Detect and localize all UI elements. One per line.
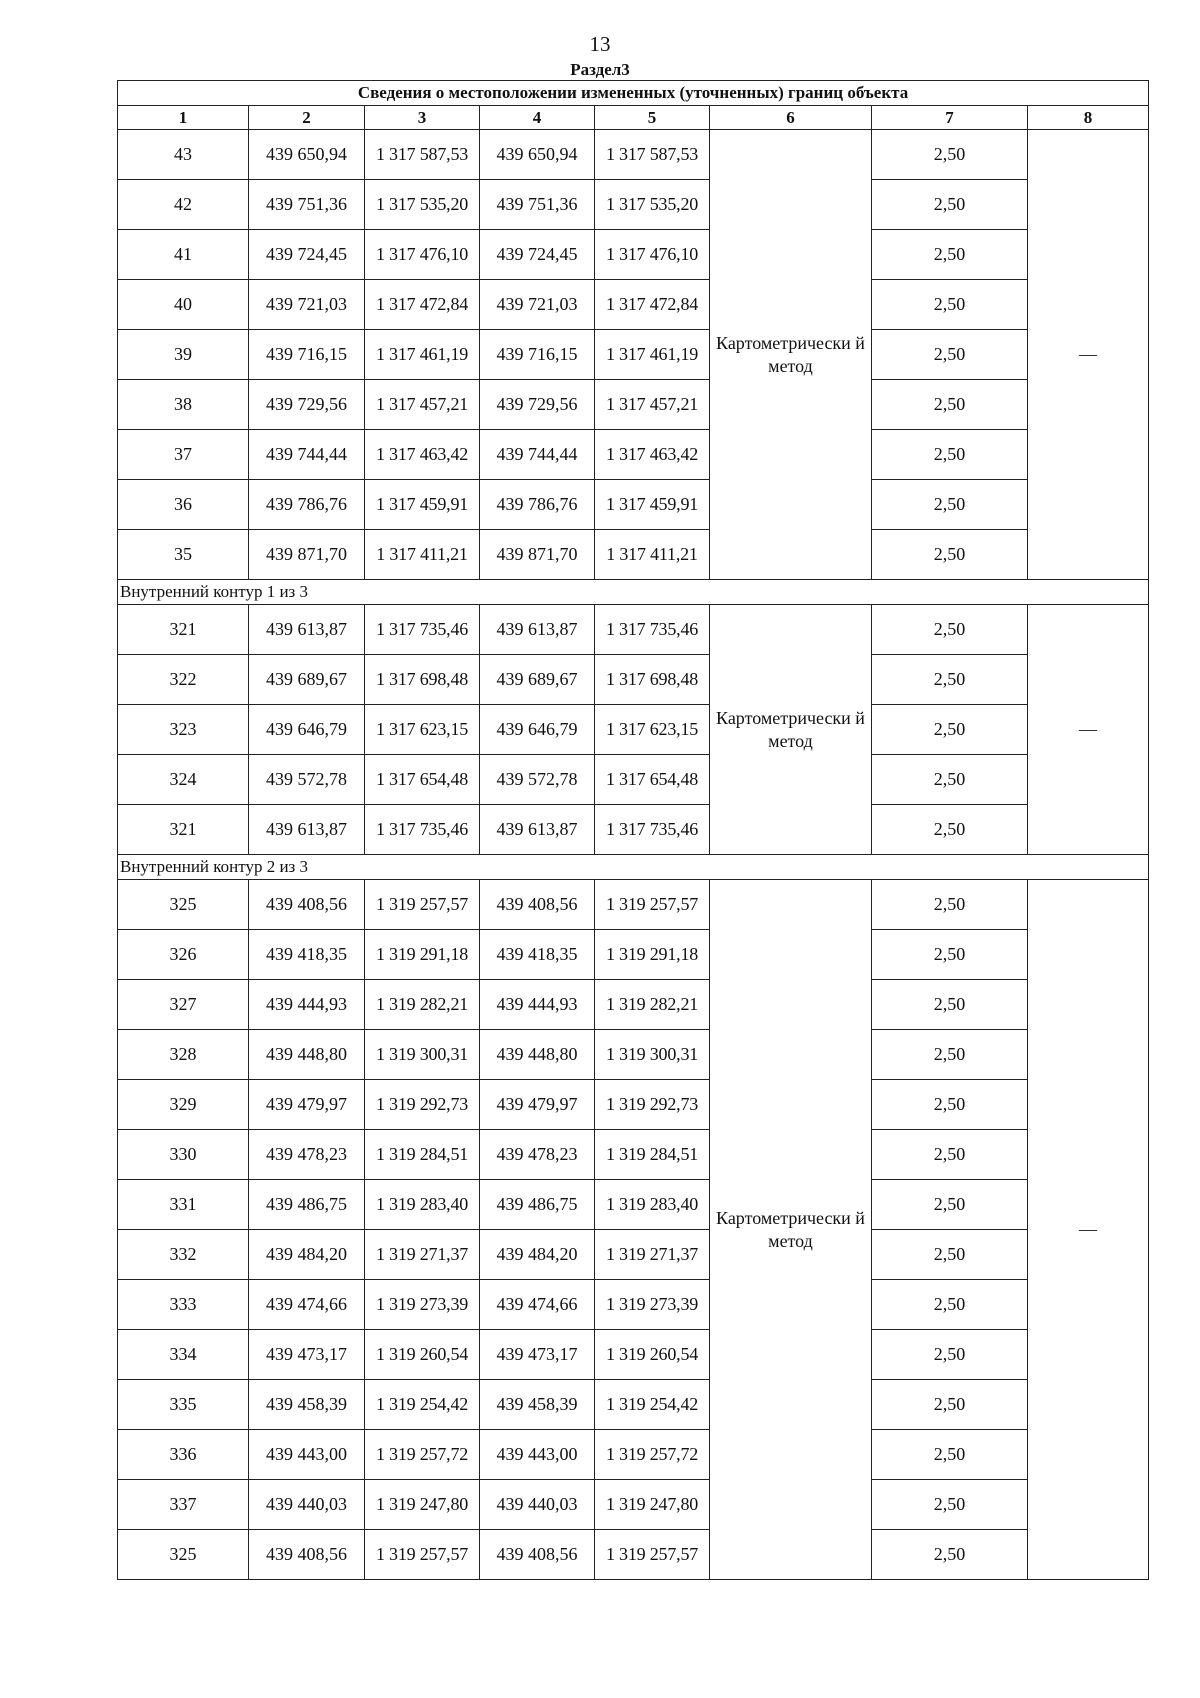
coordinates-table [117,80,1149,1580]
accuracy-value: 2,50 [872,1280,1028,1330]
x-coordinate-existing: 439 408,56 [249,1530,365,1580]
contour-label: Внутренний контур 1 из 3 [118,580,1149,605]
point-number: 42 [118,180,249,230]
point-number: 43 [118,130,249,180]
contour-label: Внутренний контур 2 из 3 [118,855,1149,880]
y-coordinate-refined: 1 319 257,72 [595,1430,710,1480]
table-row [118,705,1149,755]
x-coordinate-refined: 439 650,94 [480,130,595,180]
y-coordinate-refined: 1 319 257,57 [595,1530,710,1580]
x-coordinate-existing: 439 474,66 [249,1280,365,1330]
accuracy-value: 2,50 [872,1130,1028,1180]
y-coordinate-existing: 1 319 247,80 [365,1480,480,1530]
point-number: 322 [118,655,249,705]
x-coordinate-existing: 439 444,93 [249,980,365,1030]
accuracy-value: 2,50 [872,1180,1028,1230]
y-coordinate-existing: 1 319 254,42 [365,1380,480,1430]
x-coordinate-refined: 439 484,20 [480,1230,595,1280]
y-coordinate-refined: 1 317 457,21 [595,380,710,430]
accuracy-value: 2,50 [872,930,1028,980]
x-coordinate-existing: 439 613,87 [249,805,365,855]
y-coordinate-existing: 1 319 291,18 [365,930,480,980]
accuracy-value: 2,50 [872,980,1028,1030]
accuracy-value: 2,50 [872,1530,1028,1580]
x-coordinate-refined: 439 440,03 [480,1480,595,1530]
accuracy-value: 2,50 [872,430,1028,480]
table-row [118,1230,1149,1280]
point-number: 326 [118,930,249,980]
y-coordinate-refined: 1 317 735,46 [595,605,710,655]
table-row [118,1130,1149,1180]
column-number: 3 [365,106,480,130]
y-coordinate-existing: 1 317 459,91 [365,480,480,530]
y-coordinate-refined: 1 317 735,46 [595,805,710,855]
table-row [118,1530,1149,1580]
x-coordinate-refined: 439 478,23 [480,1130,595,1180]
point-number: 327 [118,980,249,1030]
x-coordinate-refined: 439 479,97 [480,1080,595,1130]
point-number: 38 [118,380,249,430]
x-coordinate-refined: 439 689,67 [480,655,595,705]
point-number: 323 [118,705,249,755]
x-coordinate-refined: 439 448,80 [480,1030,595,1080]
point-number: 37 [118,430,249,480]
table-row [118,130,1149,180]
x-coordinate-existing: 439 443,00 [249,1430,365,1480]
y-coordinate-existing: 1 317 476,10 [365,230,480,280]
y-coordinate-refined: 1 317 623,15 [595,705,710,755]
x-coordinate-refined: 439 444,93 [480,980,595,1030]
accuracy-value: 2,50 [872,180,1028,230]
table-row [118,1180,1149,1230]
x-coordinate-existing: 439 478,23 [249,1130,365,1180]
accuracy-value: 2,50 [872,130,1028,180]
x-coordinate-refined: 439 418,35 [480,930,595,980]
table-row [118,1280,1149,1330]
x-coordinate-refined: 439 871,70 [480,530,595,580]
x-coordinate-refined: 439 613,87 [480,805,595,855]
y-coordinate-refined: 1 317 587,53 [595,130,710,180]
x-coordinate-refined: 439 443,00 [480,1430,595,1480]
x-coordinate-refined: 439 721,03 [480,280,595,330]
y-coordinate-existing: 1 317 735,46 [365,805,480,855]
x-coordinate-existing: 439 721,03 [249,280,365,330]
table-row [118,380,1149,430]
point-number: 39 [118,330,249,380]
y-coordinate-refined: 1 317 654,48 [595,755,710,805]
y-coordinate-refined: 1 319 247,80 [595,1480,710,1530]
y-coordinate-existing: 1 317 623,15 [365,705,480,755]
x-coordinate-existing: 439 724,45 [249,230,365,280]
x-coordinate-refined: 439 646,79 [480,705,595,755]
contour-header-row [118,855,1149,880]
y-coordinate-refined: 1 317 461,19 [595,330,710,380]
accuracy-value: 2,50 [872,655,1028,705]
accuracy-value: 2,50 [872,280,1028,330]
accuracy-value: 2,50 [872,1330,1028,1380]
section-title: Раздел3 [570,60,630,79]
y-coordinate-existing: 1 317 457,21 [365,380,480,430]
x-coordinate-refined: 439 716,15 [480,330,595,380]
y-coordinate-refined: 1 319 292,73 [595,1080,710,1130]
x-coordinate-existing: 439 613,87 [249,605,365,655]
x-coordinate-existing: 439 729,56 [249,380,365,430]
y-coordinate-existing: 1 317 535,20 [365,180,480,230]
accuracy-value: 2,50 [872,1380,1028,1430]
point-number: 41 [118,230,249,280]
x-coordinate-existing: 439 418,35 [249,930,365,980]
x-coordinate-existing: 439 786,76 [249,480,365,530]
method-cell: Картометрически й метод [710,605,872,855]
column-8-dash: — [1028,880,1149,1580]
x-coordinate-existing: 439 486,75 [249,1180,365,1230]
column-number: 5 [595,106,710,130]
table-row [118,330,1149,380]
accuracy-value: 2,50 [872,330,1028,380]
y-coordinate-existing: 1 317 587,53 [365,130,480,180]
point-number: 328 [118,1030,249,1080]
table-row [118,930,1149,980]
x-coordinate-existing: 439 716,15 [249,330,365,380]
point-number: 324 [118,755,249,805]
table-caption: Сведения о местоположении измененных (уточненных) границ объекта [118,81,1149,106]
x-coordinate-existing: 439 572,78 [249,755,365,805]
table-row [118,1030,1149,1080]
y-coordinate-existing: 1 317 461,19 [365,330,480,380]
column-number: 7 [872,106,1028,130]
contour-header-row [118,580,1149,605]
column-number: 4 [480,106,595,130]
table-row [118,280,1149,330]
table-row [118,755,1149,805]
point-number: 36 [118,480,249,530]
table-row [118,1480,1149,1530]
x-coordinate-refined: 439 473,17 [480,1330,595,1380]
x-coordinate-refined: 439 724,45 [480,230,595,280]
y-coordinate-existing: 1 317 698,48 [365,655,480,705]
point-number: 40 [118,280,249,330]
accuracy-value: 2,50 [872,880,1028,930]
point-number: 336 [118,1430,249,1480]
y-coordinate-existing: 1 317 472,84 [365,280,480,330]
x-coordinate-refined: 439 458,39 [480,1380,595,1430]
point-number: 321 [118,805,249,855]
y-coordinate-existing: 1 319 292,73 [365,1080,480,1130]
column-8-dash: — [1028,130,1149,580]
y-coordinate-refined: 1 319 260,54 [595,1330,710,1380]
accuracy-value: 2,50 [872,1230,1028,1280]
x-coordinate-existing: 439 408,56 [249,880,365,930]
x-coordinate-existing: 439 484,20 [249,1230,365,1280]
y-coordinate-refined: 1 319 271,37 [595,1230,710,1280]
point-number: 332 [118,1230,249,1280]
x-coordinate-existing: 439 689,67 [249,655,365,705]
column-8-dash: — [1028,605,1149,855]
y-coordinate-existing: 1 319 300,31 [365,1030,480,1080]
method-cell: Картометрически й метод [710,880,872,1580]
x-coordinate-refined: 439 486,75 [480,1180,595,1230]
x-coordinate-refined: 439 572,78 [480,755,595,805]
x-coordinate-existing: 439 650,94 [249,130,365,180]
table-row [118,880,1149,930]
accuracy-value: 2,50 [872,1480,1028,1530]
table-row [118,480,1149,530]
y-coordinate-refined: 1 317 463,42 [595,430,710,480]
table-row [118,805,1149,855]
point-number: 334 [118,1330,249,1380]
point-number: 333 [118,1280,249,1330]
y-coordinate-refined: 1 317 476,10 [595,230,710,280]
x-coordinate-existing: 439 751,36 [249,180,365,230]
y-coordinate-existing: 1 319 257,57 [365,1530,480,1580]
y-coordinate-refined: 1 317 472,84 [595,280,710,330]
x-coordinate-refined: 439 408,56 [480,1530,595,1580]
y-coordinate-refined: 1 319 291,18 [595,930,710,980]
y-coordinate-existing: 1 319 273,39 [365,1280,480,1330]
x-coordinate-existing: 439 448,80 [249,1030,365,1080]
accuracy-value: 2,50 [872,805,1028,855]
point-number: 331 [118,1180,249,1230]
x-coordinate-existing: 439 473,17 [249,1330,365,1380]
x-coordinate-existing: 439 458,39 [249,1380,365,1430]
point-number: 330 [118,1130,249,1180]
point-number: 325 [118,880,249,930]
column-number: 2 [249,106,365,130]
table-row [118,1080,1149,1130]
table-row [118,1380,1149,1430]
x-coordinate-existing: 439 440,03 [249,1480,365,1530]
table-row [118,430,1149,480]
accuracy-value: 2,50 [872,755,1028,805]
accuracy-value: 2,50 [872,380,1028,430]
table-row [118,230,1149,280]
x-coordinate-refined: 439 744,44 [480,430,595,480]
accuracy-value: 2,50 [872,705,1028,755]
table-row [118,655,1149,705]
table-row [118,1330,1149,1380]
y-coordinate-refined: 1 317 698,48 [595,655,710,705]
x-coordinate-existing: 439 479,97 [249,1080,365,1130]
y-coordinate-existing: 1 319 283,40 [365,1180,480,1230]
y-coordinate-existing: 1 319 260,54 [365,1330,480,1380]
accuracy-value: 2,50 [872,530,1028,580]
y-coordinate-existing: 1 317 654,48 [365,755,480,805]
y-coordinate-refined: 1 319 300,31 [595,1030,710,1080]
x-coordinate-refined: 439 729,56 [480,380,595,430]
y-coordinate-existing: 1 319 257,72 [365,1430,480,1480]
x-coordinate-refined: 439 613,87 [480,605,595,655]
y-coordinate-refined: 1 319 282,21 [595,980,710,1030]
y-coordinate-refined: 1 319 254,42 [595,1380,710,1430]
x-coordinate-existing: 439 871,70 [249,530,365,580]
point-number: 321 [118,605,249,655]
y-coordinate-existing: 1 317 411,21 [365,530,480,580]
page-number: 13 [589,32,611,56]
accuracy-value: 2,50 [872,230,1028,280]
y-coordinate-existing: 1 319 284,51 [365,1130,480,1180]
point-number: 325 [118,1530,249,1580]
y-coordinate-refined: 1 317 535,20 [595,180,710,230]
y-coordinate-existing: 1 319 282,21 [365,980,480,1030]
method-cell: Картометрически й метод [710,130,872,580]
point-number: 337 [118,1480,249,1530]
y-coordinate-refined: 1 319 284,51 [595,1130,710,1180]
x-coordinate-refined: 439 474,66 [480,1280,595,1330]
column-number: 8 [1028,106,1149,130]
x-coordinate-refined: 439 408,56 [480,880,595,930]
accuracy-value: 2,50 [872,1080,1028,1130]
y-coordinate-existing: 1 317 735,46 [365,605,480,655]
table-row [118,605,1149,655]
y-coordinate-refined: 1 319 273,39 [595,1280,710,1330]
column-number: 6 [710,106,872,130]
table-row [118,980,1149,1030]
accuracy-value: 2,50 [872,605,1028,655]
x-coordinate-refined: 439 786,76 [480,480,595,530]
y-coordinate-existing: 1 317 463,42 [365,430,480,480]
table-row [118,180,1149,230]
x-coordinate-refined: 439 751,36 [480,180,595,230]
point-number: 35 [118,530,249,580]
y-coordinate-refined: 1 319 257,57 [595,880,710,930]
y-coordinate-refined: 1 317 459,91 [595,480,710,530]
y-coordinate-refined: 1 319 283,40 [595,1180,710,1230]
table-row [118,530,1149,580]
table-row [118,1430,1149,1480]
x-coordinate-existing: 439 744,44 [249,430,365,480]
accuracy-value: 2,50 [872,1430,1028,1480]
y-coordinate-existing: 1 319 271,37 [365,1230,480,1280]
y-coordinate-refined: 1 317 411,21 [595,530,710,580]
accuracy-value: 2,50 [872,480,1028,530]
y-coordinate-existing: 1 319 257,57 [365,880,480,930]
point-number: 335 [118,1380,249,1430]
column-number: 1 [118,106,249,130]
point-number: 329 [118,1080,249,1130]
x-coordinate-existing: 439 646,79 [249,705,365,755]
accuracy-value: 2,50 [872,1030,1028,1080]
